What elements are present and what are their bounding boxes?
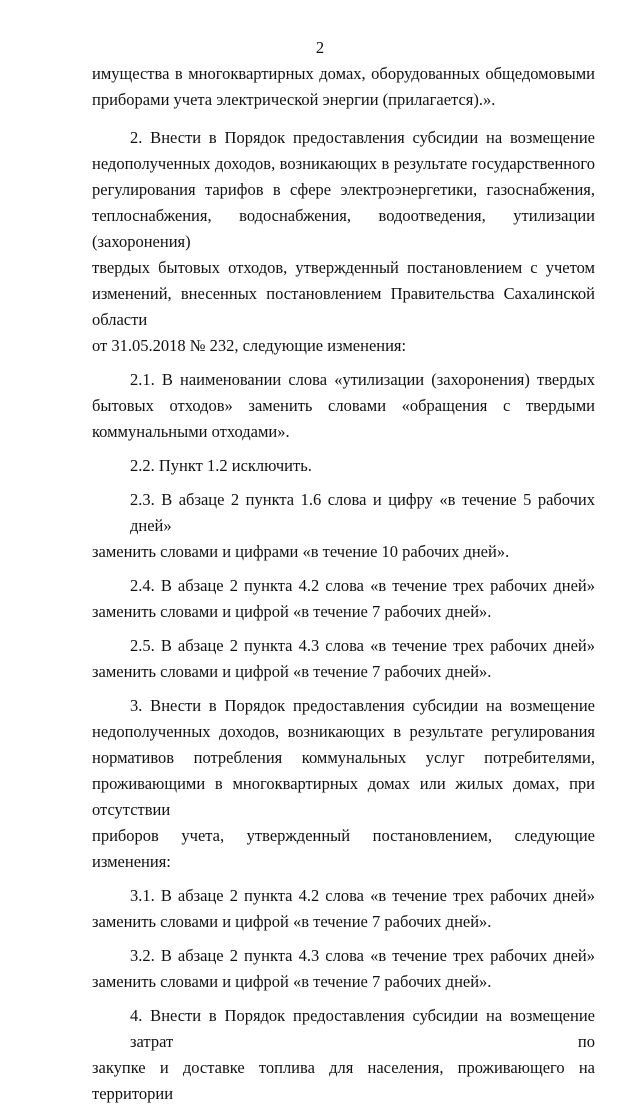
text-line: 4. Внести в Порядок предоставления субсидии на возмещение затрат по [130, 1006, 595, 1051]
text-line: заменить словами и цифрой «в течение 7 рабочих дней». [92, 972, 492, 991]
text-line: регулирования тарифов в сфере электроэнергетики, газоснабжения, [92, 180, 595, 199]
text-line: 3.2. В абзаце 2 пункта 4.3 слова «в течение трех рабочих дней» [130, 946, 595, 965]
page-number: 2 [315, 38, 325, 57]
text-line: 2.4. В абзаце 2 пункта 4.2 слова «в течение трех рабочих дней» [130, 576, 595, 595]
paragraph-continuation [92, 61, 595, 113]
text-line: 2.3. В абзаце 2 пункта 1.6 слова и цифру «в течение 5 рабочих дней» [130, 490, 595, 535]
text-line: 2.2. Пункт 1.2 исключить. [130, 456, 312, 475]
paragraph-item-2-2 [92, 453, 595, 479]
paragraph-item-2-1 [92, 367, 595, 445]
text-line: недополученных доходов, возникающих в результате регулирования [92, 722, 595, 741]
text-line: закупке и доставке топлива для населения, проживающего на территории [92, 1058, 595, 1103]
paragraph-item-3-1 [92, 883, 595, 935]
text-line: теплоснабжения, водоснабжения, водоотведения, утилизации (захоронения) [92, 206, 595, 251]
text-line: заменить словами и цифрой «в течение 7 рабочих дней». [92, 662, 492, 681]
text-line: 3.1. В абзаце 2 пункта 4.2 слова «в течение трех рабочих дней» [130, 886, 595, 905]
text-line: заменить словами и цифрой «в течение 7 рабочих дней». [92, 912, 492, 931]
paragraph-item-3 [92, 693, 595, 875]
document-body [92, 61, 595, 1107]
text-line: проживающими в многоквартирных домах или жилых домах, при отсутствии [92, 774, 595, 819]
text-line: 2.5. В абзаце 2 пункта 4.3 слова «в течение трех рабочих дней» [130, 636, 595, 655]
text-line: заменить словами и цифрами «в течение 10 рабочих дней». [92, 542, 510, 561]
paragraph-item-2-5 [92, 633, 595, 685]
text-line: 3. Внести в Порядок предоставления субсидии на возмещение [130, 696, 595, 715]
paragraph-item-2-4 [92, 573, 595, 625]
paragraph-item-4 [92, 1003, 595, 1107]
text-line: 2.1. В наименовании слова «утилизации (захоронения) твердых [130, 370, 595, 389]
text-line: заменить словами и цифрой «в течение 7 рабочих дней». [92, 602, 492, 621]
text-line: приборами учета электрической энергии (прилагается).». [92, 90, 496, 109]
text-line: бытовых отходов» заменить словами «обращения с твердыми [92, 396, 595, 415]
text-line: нормативов потребления коммунальных услуг потребителями, [92, 748, 595, 767]
text-line: твердых бытовых отходов, утвержденный постановлением с учетом [92, 258, 595, 277]
text-line: недополученных доходов, возникающих в результате государственного [92, 154, 595, 173]
text-line: имущества в многоквартирных домах, оборудованных общедомовыми [92, 64, 595, 83]
paragraph-item-3-2 [92, 943, 595, 995]
paragraph-item-2-3 [92, 487, 595, 565]
text-line: от 31.05.2018 № 232, следующие изменения: [92, 336, 407, 355]
text-line: изменений, внесенных постановлением Правительства Сахалинской области [92, 284, 595, 329]
paragraph-item-2 [92, 125, 595, 359]
text-line: коммунальными отходами». [92, 422, 290, 441]
text-line: 2. Внести в Порядок предоставления субсидии на возмещение [130, 128, 595, 147]
text-line: приборов учета, утвержденный постановлением, следующие изменения: [92, 826, 595, 871]
